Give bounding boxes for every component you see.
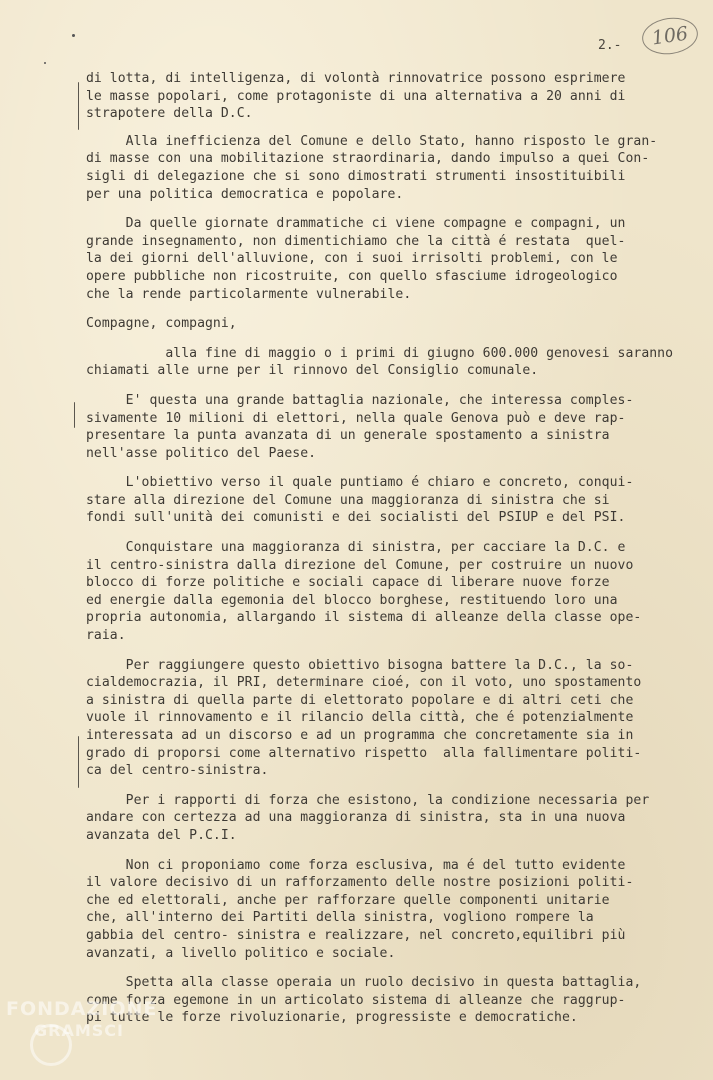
watermark-line: GRAMSCI bbox=[34, 1021, 124, 1040]
paragraph bbox=[86, 70, 686, 123]
text-line: stare alla direzione del Comune una maggioranza di sinistra che si bbox=[86, 492, 610, 508]
text-line: Alla inefficienza del Comune e dello Stato, hanno risposto le gran- bbox=[86, 133, 658, 149]
watermark-line: FONDAZIONE bbox=[6, 998, 158, 1020]
margin-bracket-mark bbox=[74, 402, 75, 428]
text-line: che, all'interno dei Partiti della sinistra, vogliono rompere la bbox=[86, 910, 594, 926]
text-line: presentare la punta avanzata di un generale spostamento a sinistra bbox=[86, 428, 610, 444]
text-line: vuole il rinnovamento e il rilancio della città, che é potenzialmente bbox=[86, 710, 634, 726]
paragraph bbox=[86, 474, 686, 527]
archive-watermark bbox=[6, 998, 157, 1042]
text-line: le masse popolari, come protagoniste di una alternativa a 20 anni di bbox=[86, 88, 626, 104]
text-line: Da quelle giornate drammatiche ci viene compagne e compagni, un bbox=[86, 216, 626, 232]
text-line: avanzata del P.C.I. bbox=[86, 827, 237, 843]
text-line: grande insegnamento, non dimentichiamo che la città é restata quel- bbox=[86, 233, 626, 249]
text-line: grado di proporsi come alternativo rispetto alla fallimentare politi- bbox=[86, 745, 642, 761]
letter-body bbox=[86, 70, 686, 1027]
margin-bracket-mark bbox=[78, 82, 79, 130]
paragraph bbox=[86, 392, 686, 462]
text-line: avanzati, a livello politico e sociale. bbox=[86, 945, 396, 961]
text-line: ed energie dalla egemonia del blocco borghese, restituendo loro una bbox=[86, 592, 618, 608]
text-line: interessata ad un discorso e ad un programma che concretamente sia in bbox=[86, 728, 634, 743]
text-line: pi tutte le forze rivoluzionarie, progressiste e democratiche. bbox=[86, 1010, 578, 1026]
text-line: chiamati alle urne per il rinnovo del Consiglio comunale. bbox=[86, 363, 539, 379]
text-line: sigli di delegazione che si sono dimostrati strumenti insostituibili bbox=[86, 168, 626, 184]
margin-bracket-mark bbox=[78, 736, 79, 788]
page-number: 2.- bbox=[598, 38, 622, 53]
paragraph bbox=[86, 215, 686, 303]
paragraph bbox=[86, 857, 686, 963]
text-line: andare con certezza ad una maggioranza di sinistra, sta in una nuova bbox=[86, 810, 626, 826]
archive-number-stamp: 106 bbox=[640, 14, 700, 57]
paragraph bbox=[86, 657, 686, 780]
text-line: Per i rapporti di forza che esistono, la condizione necessaria per bbox=[86, 792, 650, 808]
text-line: alla fine di maggio o i primi di giugno 600.000 genovesi saranno bbox=[86, 345, 674, 361]
paragraph bbox=[86, 539, 686, 645]
ink-speck bbox=[72, 34, 75, 37]
text-line: che ed elettorali, anche per rafforzare quelle componenti unitarie bbox=[86, 892, 610, 908]
text-line: nell'asse politico del Paese. bbox=[86, 445, 317, 461]
text-line: la dei giorni dell'alluvione, con i suoi irrisolti problemi, con le bbox=[86, 251, 618, 267]
text-line: per una politica democratica e popolare. bbox=[86, 186, 404, 202]
text-line: Conquistare una maggioranza di sinistra, per cacciare la D.C. e bbox=[86, 540, 626, 556]
text-line: raia. bbox=[86, 628, 126, 644]
text-line: come forza egemone in un articolato sistema di alleanze che raggrup- bbox=[86, 992, 626, 1008]
text-line: strapotere della D.C. bbox=[86, 106, 253, 122]
text-line: il centro-sinistra dalla direzione del Comune, per costruire un nuovo bbox=[86, 557, 634, 573]
text-line: Non ci proponiamo come forza esclusiva, ma é del tutto evidente bbox=[86, 857, 626, 873]
text-line: opere pubbliche non ricostruite, con quello sfasciume idrogeologico bbox=[86, 268, 618, 284]
paragraph bbox=[86, 792, 686, 845]
text-line: blocco di forze politiche e sociali capace di liberare nuove forze bbox=[86, 575, 610, 591]
text-line: propria autonomia, allargando il sistema di alleanze della classe ope- bbox=[86, 610, 642, 626]
text-line: che la rende particolarmente vulnerabile. bbox=[86, 286, 412, 302]
text-line: il valore decisivo di un rafforzamento delle nostre posizioni politi- bbox=[86, 875, 634, 891]
text-line: Compagne, compagni, bbox=[86, 316, 237, 332]
text-line: di lotta, di intelligenza, di volontà rinnovatrice possono esprimere bbox=[86, 71, 626, 86]
paragraph bbox=[86, 974, 686, 1027]
text-line: sivamente 10 milioni di elettori, nella quale Genova può e deve rap- bbox=[86, 410, 626, 426]
text-line: gabbia del centro- sinistra e realizzare, nel concreto,equilibri più bbox=[86, 927, 626, 943]
text-line: L'obiettivo verso il quale puntiamo é chiaro e concreto, conqui- bbox=[86, 475, 634, 491]
salutation bbox=[86, 315, 686, 333]
text-line: di masse con una mobilitazione straordinaria, dando impulso a quei Con- bbox=[86, 151, 650, 167]
ink-speck bbox=[44, 62, 46, 64]
text-line: fondi sull'unità dei comunisti e dei socialisti del PSIUP e del PSI. bbox=[86, 510, 626, 526]
text-line: a sinistra di quella parte di elettorato popolare e di altri ceti che bbox=[86, 692, 634, 708]
text-line: E' questa una grande battaglia nazionale, che interessa comples- bbox=[86, 392, 634, 408]
text-line: Spetta alla classe operaia un ruolo decisivo in questa battaglia, bbox=[86, 975, 642, 991]
paragraph bbox=[86, 133, 686, 203]
text-line: ca del centro-sinistra. bbox=[86, 763, 269, 779]
paragraph bbox=[86, 345, 686, 380]
text-line: Per raggiungere questo obiettivo bisogna battere la D.C., la so- bbox=[86, 657, 634, 673]
text-line: cialdemocrazia, il PRI, determinare cioé, con il voto, uno spostamento bbox=[86, 675, 642, 691]
